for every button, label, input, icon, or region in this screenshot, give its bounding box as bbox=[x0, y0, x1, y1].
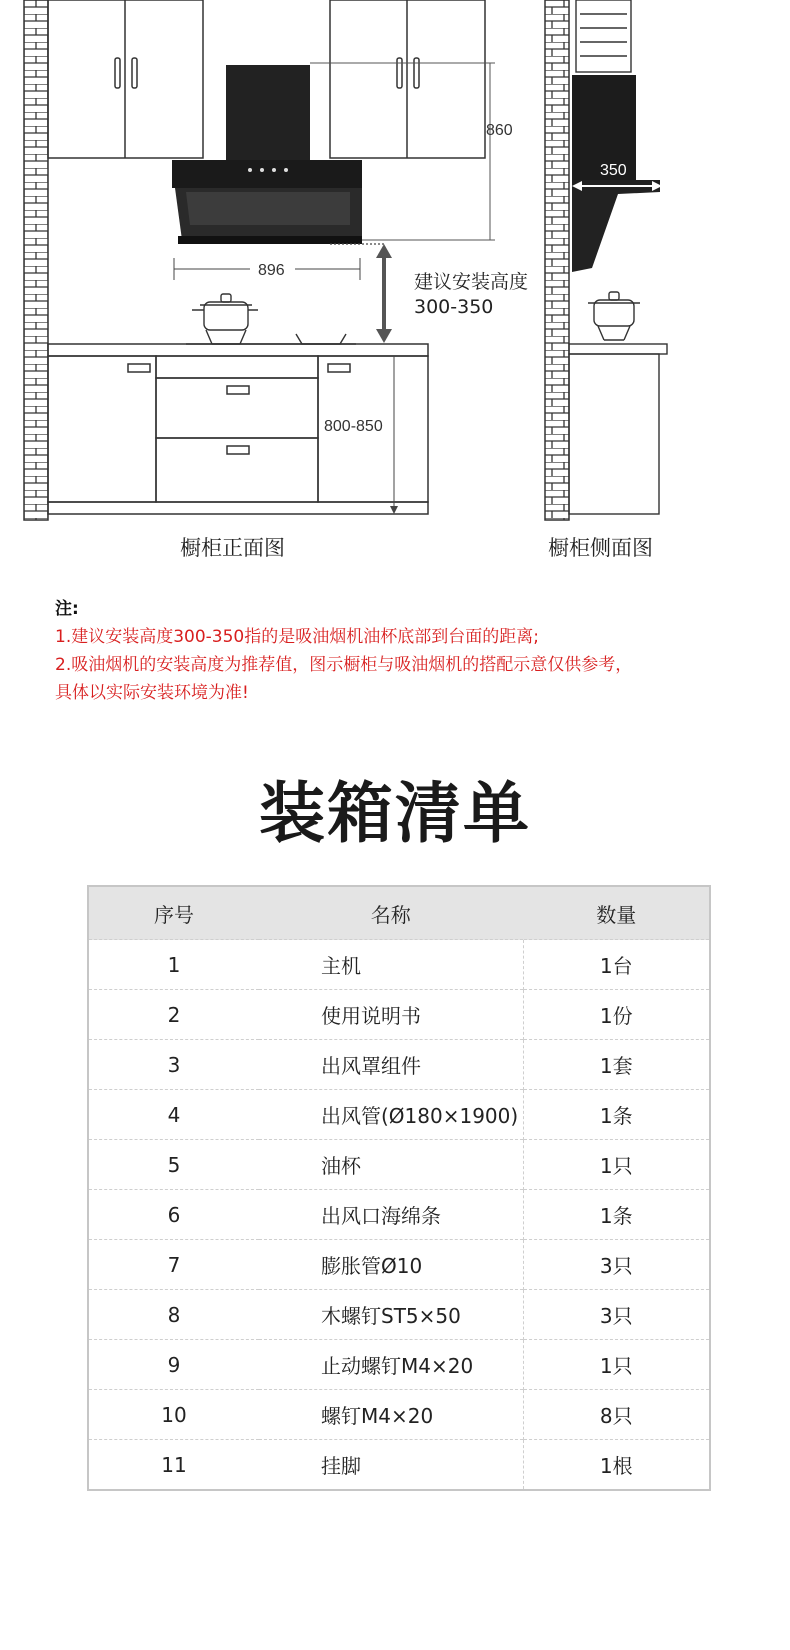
pot-and-counter-side bbox=[569, 292, 667, 514]
install-height-label: 建议安装高度 300-350 bbox=[414, 271, 529, 318]
row-qty: 1条 bbox=[523, 1190, 709, 1240]
row-name: 油杯 bbox=[259, 1140, 523, 1190]
table-header-row bbox=[89, 887, 709, 940]
row-no: 10 bbox=[89, 1390, 259, 1440]
note-line-1: 1.建议安装高度300-350指的是吸油烟机油杯底部到台面的距离; bbox=[55, 627, 539, 647]
table-row bbox=[89, 990, 709, 1040]
row-name: 使用说明书 bbox=[259, 990, 523, 1040]
upper-cabinet-right bbox=[330, 0, 485, 158]
front-view-caption: 橱柜正面图 bbox=[180, 536, 285, 560]
row-name: 主机 bbox=[259, 940, 523, 990]
row-name: 止动螺钉M4×20 bbox=[259, 1340, 523, 1390]
row-name: 出风管(Ø180×1900) bbox=[259, 1090, 523, 1140]
row-no: 9 bbox=[89, 1340, 259, 1390]
row-qty: 1套 bbox=[523, 1040, 709, 1090]
front-wall-brick bbox=[24, 0, 48, 520]
row-qty: 1根 bbox=[523, 1440, 709, 1490]
note-line-2: 2.吸油烟机的安装高度为推荐值，图示橱柜与吸油烟机的搭配示意仅供参考， bbox=[55, 655, 633, 675]
side-view-caption: 橱柜侧面图 bbox=[548, 536, 653, 560]
row-qty: 1只 bbox=[523, 1140, 709, 1190]
side-wall-brick bbox=[545, 0, 569, 520]
row-no: 4 bbox=[89, 1090, 259, 1140]
range-hood-front bbox=[172, 65, 362, 244]
notes-header: 注: bbox=[55, 599, 79, 619]
row-name: 出风口海绵条 bbox=[259, 1190, 523, 1240]
row-qty: 8只 bbox=[523, 1390, 709, 1440]
header-no: 序号 bbox=[89, 887, 259, 940]
pot-and-burner-front bbox=[186, 294, 356, 344]
row-no: 5 bbox=[89, 1140, 259, 1190]
row-qty: 3只 bbox=[523, 1290, 709, 1340]
row-qty: 1份 bbox=[523, 990, 709, 1040]
row-qty: 3只 bbox=[523, 1240, 709, 1290]
row-no: 1 bbox=[89, 940, 259, 990]
table-row bbox=[89, 1290, 709, 1340]
table-row bbox=[89, 1240, 709, 1290]
row-no: 2 bbox=[89, 990, 259, 1040]
row-no: 8 bbox=[89, 1290, 259, 1340]
install-height-arrow bbox=[376, 244, 392, 343]
row-qty: 1只 bbox=[523, 1340, 709, 1390]
packing-list-table bbox=[87, 885, 711, 1491]
upper-cabinet-side bbox=[576, 0, 631, 72]
table-row bbox=[89, 1340, 709, 1390]
upper-cabinet-left bbox=[48, 0, 203, 158]
table-row bbox=[89, 1190, 709, 1240]
row-name: 木螺钉ST5×50 bbox=[259, 1290, 523, 1340]
packing-list-title: 装箱清单 bbox=[259, 775, 531, 852]
install-notes bbox=[55, 595, 755, 707]
row-no: 11 bbox=[89, 1440, 259, 1490]
row-no: 7 bbox=[89, 1240, 259, 1290]
header-qty: 数量 bbox=[523, 887, 709, 940]
dim-896-label: 896 bbox=[258, 262, 285, 279]
row-name: 出风罩组件 bbox=[259, 1040, 523, 1090]
row-name: 挂脚 bbox=[259, 1440, 523, 1490]
row-qty: 1条 bbox=[523, 1090, 709, 1140]
installation-diagram bbox=[0, 0, 790, 580]
note-line-3: 具体以实际安装环境为准! bbox=[55, 683, 249, 703]
header-name: 名称 bbox=[259, 887, 523, 940]
dim-350-label: 350 bbox=[600, 162, 627, 179]
row-name: 螺钉M4×20 bbox=[259, 1390, 523, 1440]
table-row bbox=[89, 1140, 709, 1190]
table-row bbox=[89, 1090, 709, 1140]
row-qty: 1台 bbox=[523, 940, 709, 990]
row-name: 膨胀管Ø10 bbox=[259, 1240, 523, 1290]
table-row bbox=[89, 1440, 709, 1490]
dim-860-label: 860 bbox=[486, 122, 513, 139]
table-row bbox=[89, 1040, 709, 1090]
table-row bbox=[89, 1390, 709, 1440]
table-row bbox=[89, 940, 709, 990]
cabinet-height-label: 800-850 bbox=[324, 418, 383, 435]
row-no: 3 bbox=[89, 1040, 259, 1090]
row-no: 6 bbox=[89, 1190, 259, 1240]
